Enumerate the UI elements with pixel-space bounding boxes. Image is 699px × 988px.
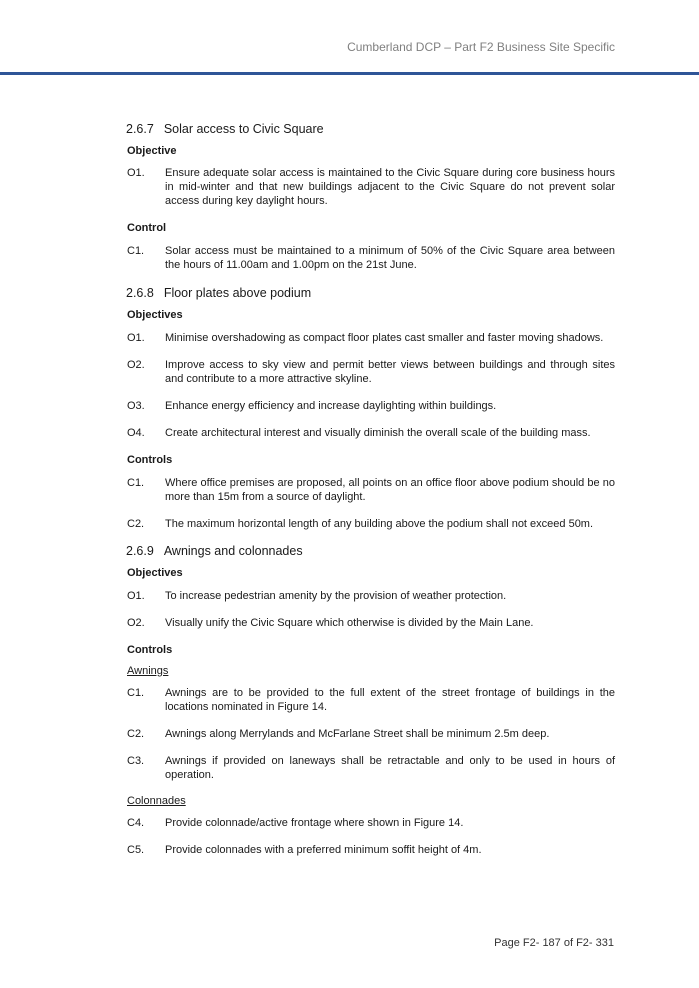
item-text: Awnings are to be provided to the full extent of the street frontage of buildings in the locations nominated in Figure 14. [165, 687, 615, 713]
page-number: Page F2- 187 of F2- 331 [494, 937, 614, 949]
item-code: O2. [127, 617, 145, 629]
section-heading-2-6-7 [126, 122, 615, 136]
item-text: To increase pedestrian amenity by the provision of weather protection. [165, 590, 507, 602]
objective-item [127, 331, 615, 345]
section-title: Floor plates above podium [163, 286, 312, 300]
item-text: The maximum horizontal length of any building above the podium shall not exceed 50m. [165, 518, 594, 530]
section-number: 2.6.7 [126, 122, 154, 136]
section-number: 2.6.8 [126, 286, 154, 300]
item-text: Visually unify the Civic Square which otherwise is divided by the Main Lane. [165, 617, 534, 629]
item-text: Create architectural interest and visually diminish the overall scale of the building mass. [165, 427, 591, 439]
item-text: Where office premises are proposed, all points on an office floor above podium should be no more than 15m from a source of daylight. [165, 477, 615, 503]
control-item [127, 244, 615, 272]
item-code: C1. [127, 687, 145, 699]
section-heading-2-6-8 [126, 286, 615, 300]
objective-item [127, 589, 615, 603]
item-code: O1. [127, 332, 145, 344]
section-heading-2-6-9 [126, 544, 615, 558]
controls-heading: Controls [127, 454, 173, 466]
running-header: Cumberland DCP – Part F2 Business Site Specific [347, 40, 615, 54]
objective-item [127, 166, 615, 208]
objective-heading: Objective [127, 145, 177, 157]
page-content [127, 122, 615, 857]
item-code: O4. [127, 427, 145, 439]
control-item [127, 843, 615, 857]
item-text: Awnings along Merrylands and McFarlane Street shall be minimum 2.5m deep. [165, 728, 550, 740]
awnings-subheading: Awnings [127, 665, 169, 677]
item-text: Minimise overshadowing as compact floor plates cast smaller and faster moving shadows. [165, 332, 604, 344]
item-code: C1. [127, 245, 145, 257]
colonnades-subheading: Colonnades [127, 795, 186, 807]
item-code: C3. [127, 755, 145, 767]
item-text: Solar access must be maintained to a minimum of 50% of the Civic Square area between the hours of 11.00am and 1.00pm on the 21st June. [165, 245, 615, 271]
item-code: C2. [127, 518, 145, 530]
item-code: C4. [127, 817, 145, 829]
objective-item [127, 358, 615, 386]
item-code: O2. [127, 359, 145, 371]
item-text: Enhance energy efficiency and increase daylighting within buildings. [165, 400, 497, 412]
item-code: O3. [127, 400, 145, 412]
item-code: C5. [127, 844, 145, 856]
control-item [127, 517, 615, 531]
section-title: Solar access to Civic Square [163, 122, 324, 136]
control-item [127, 754, 615, 782]
objective-item [127, 399, 615, 413]
item-code: C1. [127, 477, 145, 489]
objective-item [127, 616, 615, 630]
section-number: 2.6.9 [126, 544, 154, 558]
control-heading: Control [127, 222, 167, 234]
item-text: Ensure adequate solar access is maintained to the Civic Square during core business hours in mid-winter and that new buildings adjacent to the Civic Square do not prevent solar access during key daylight hours. [165, 167, 615, 207]
item-code: O1. [127, 590, 145, 602]
item-text: Provide colonnades with a preferred minimum soffit height of 4m. [165, 844, 482, 856]
objectives-heading: Objectives [127, 309, 183, 321]
item-text: Improve access to sky view and permit better views between buildings and through sites and contribute to a more attractive skyline. [165, 359, 615, 385]
control-item [127, 727, 615, 741]
control-item [127, 686, 615, 714]
item-text: Awnings if provided on laneways shall be retractable and only to be used in hours of operation. [165, 755, 615, 781]
controls-heading: Controls [127, 644, 173, 656]
item-code: C2. [127, 728, 145, 740]
control-item [127, 476, 615, 504]
control-item [127, 816, 615, 830]
item-text: Provide colonnade/active frontage where shown in Figure 14. [165, 817, 464, 829]
objective-item [127, 426, 615, 440]
item-code: O1. [127, 167, 145, 179]
objectives-heading: Objectives [127, 567, 183, 579]
section-title: Awnings and colonnades [163, 544, 303, 558]
header-rule [0, 72, 699, 75]
